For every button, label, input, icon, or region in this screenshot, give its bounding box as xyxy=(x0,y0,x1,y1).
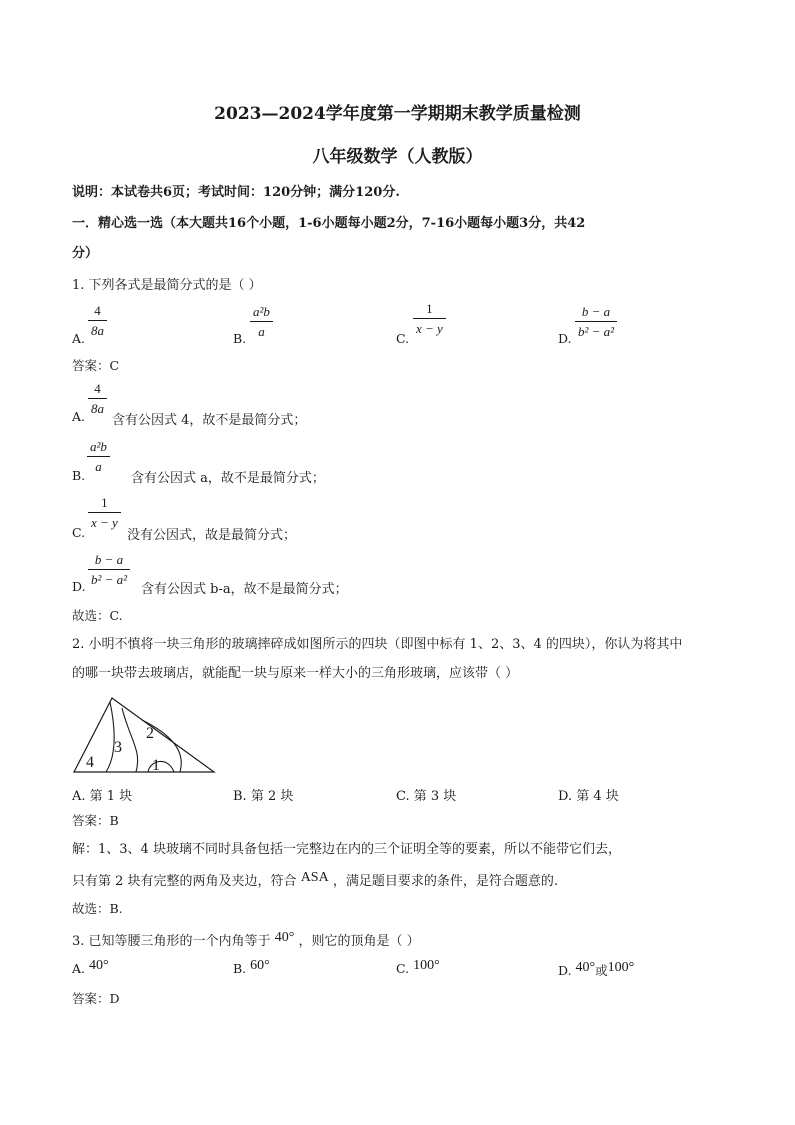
fraction-numerator: b − a xyxy=(581,304,611,319)
q2-option-d: D. 第 4 块 xyxy=(558,789,619,804)
fraction-numerator: a²b xyxy=(90,439,107,454)
question-1-stem: 1. 下列各式是最简分式的是（ ） xyxy=(72,278,262,293)
q1-option-b-fraction xyxy=(250,305,273,338)
fraction-denominator: a xyxy=(87,456,110,473)
crack-line xyxy=(116,704,139,772)
page-subtitle: 八年级数学（人教版） xyxy=(312,147,483,167)
q3-answer: 答案：D xyxy=(72,991,120,1006)
q1-exp-c-text: 没有公因式，故是最简分式； xyxy=(127,528,297,543)
fraction-denominator: 8a xyxy=(88,320,107,337)
fraction-numerator: a²b xyxy=(253,304,270,319)
option-value: 100° xyxy=(413,958,440,973)
crack-line xyxy=(122,708,138,772)
q3-option-a xyxy=(72,958,109,978)
q2-explanation-1: 解：1、3、4 块玻璃不同时具备包括一完整边在内的三个证明全等的要素，所以不能带它们去， xyxy=(72,842,621,857)
q3-option-c xyxy=(396,958,440,978)
fraction-denominator: a xyxy=(250,321,273,338)
q1-exp-d-fraction xyxy=(88,553,130,586)
q2-option-a: A. 第 1 块 xyxy=(72,789,133,804)
option-value: 40° xyxy=(89,958,109,973)
piece-label-1: 1 xyxy=(152,757,160,774)
fraction-denominator: 8a xyxy=(88,398,107,415)
q1-exp-a-label: A. xyxy=(72,409,86,424)
exam-instructions: 说明：本试卷共6页；考试时间：120分钟；满分120分. xyxy=(72,185,400,200)
q3-stem-math: 40° xyxy=(274,930,295,945)
piece-label-2: 2 xyxy=(146,725,154,742)
q2-exp2-post: ，满足题目要求的条件，是符合题意的. xyxy=(332,874,558,889)
piece-label-3: 3 xyxy=(114,739,122,756)
q1-conclusion: 故选：C. xyxy=(72,608,123,623)
q1-exp-a-fraction xyxy=(88,382,107,415)
option-label: D. xyxy=(558,963,572,978)
q1-option-a-label: A. xyxy=(72,331,86,346)
q1-answer: 答案：C xyxy=(72,358,120,373)
q2-explanation-2 xyxy=(72,870,558,890)
option-join: 或 xyxy=(595,963,608,978)
page-title: 2023—2024学年度第一学期期末教学质量检测 xyxy=(214,104,581,124)
q3-stem-pre: 3. 已知等腰三角形的一个内角等于 xyxy=(72,934,271,949)
option-label: C. xyxy=(396,961,410,976)
q1-option-d-fraction xyxy=(575,305,617,338)
q1-option-c-fraction xyxy=(413,302,446,335)
q1-exp-b-fraction xyxy=(87,440,110,473)
q1-exp-c-label: C. xyxy=(72,525,86,540)
section-heading-cont: 分） xyxy=(72,246,99,261)
q2-exp2-pre: 只有第 2 块有完整的两角及夹边，符合 xyxy=(72,874,297,889)
fraction-denominator: x − y xyxy=(88,512,121,529)
q3-option-d xyxy=(558,961,634,980)
fraction-numerator: 1 xyxy=(426,301,433,316)
q2-answer: 答案：B xyxy=(72,813,119,828)
fraction-denominator: b² − a² xyxy=(88,569,130,586)
q1-option-a-fraction xyxy=(88,304,107,337)
question-2-stem: 2. 小明不慎将一块三角形的玻璃摔碎成如图所示的四块（即图中标有 1、2、3、4 的四块），你认为将其中 xyxy=(72,637,683,652)
fraction-numerator: 4 xyxy=(94,381,101,396)
option-value: 40° xyxy=(575,960,596,975)
question-2-stem-cont: 的哪一块带去玻璃店，就能配一块与原来一样大小的三角形玻璃，应该带（ ） xyxy=(72,666,519,681)
q3-option-b xyxy=(233,958,270,978)
option-value-2: 100° xyxy=(607,960,635,975)
q2-conclusion: 故选：B. xyxy=(72,901,123,916)
crack-line xyxy=(106,702,114,772)
fraction-numerator: 4 xyxy=(94,303,101,318)
q1-exp-b-text: 含有公因式 a，故不是最简分式； xyxy=(131,471,325,486)
option-value: 60° xyxy=(250,958,270,973)
triangle-outline xyxy=(74,698,214,772)
q2-option-b: B. 第 2 块 xyxy=(233,789,294,804)
piece-label-4: 4 xyxy=(86,754,94,771)
fraction-numerator: 1 xyxy=(101,495,108,510)
q1-option-c-label: C. xyxy=(396,331,410,346)
q1-option-b-label: B. xyxy=(233,331,247,346)
q2-option-c: C. 第 3 块 xyxy=(396,789,457,804)
q1-exp-a-text: 含有公因式 4，故不是最简分式； xyxy=(112,413,307,428)
question-3-stem xyxy=(72,930,420,950)
fraction-numerator: b − a xyxy=(94,552,124,567)
fraction-denominator: x − y xyxy=(413,318,446,335)
broken-triangle-figure xyxy=(70,690,220,776)
q3-stem-post: ，则它的顶角是（ ） xyxy=(298,934,420,949)
q1-exp-d-label: D. xyxy=(72,579,86,594)
section-heading: 一．精心选一选（本大题共16个小题，1-6小题每小题2分，7-16小题每小题3分，共42 xyxy=(72,216,586,231)
option-label: A. xyxy=(72,961,86,976)
q1-exp-d-text: 含有公因式 b-a，故不是最简分式； xyxy=(141,582,348,597)
fraction-denominator: b² − a² xyxy=(575,321,617,338)
q1-exp-c-fraction xyxy=(88,496,121,529)
option-label: B. xyxy=(233,961,247,976)
q1-exp-b-label: B. xyxy=(72,468,86,483)
q1-option-d-label: D. xyxy=(558,331,572,346)
q2-exp2-math: ASA xyxy=(300,870,329,885)
